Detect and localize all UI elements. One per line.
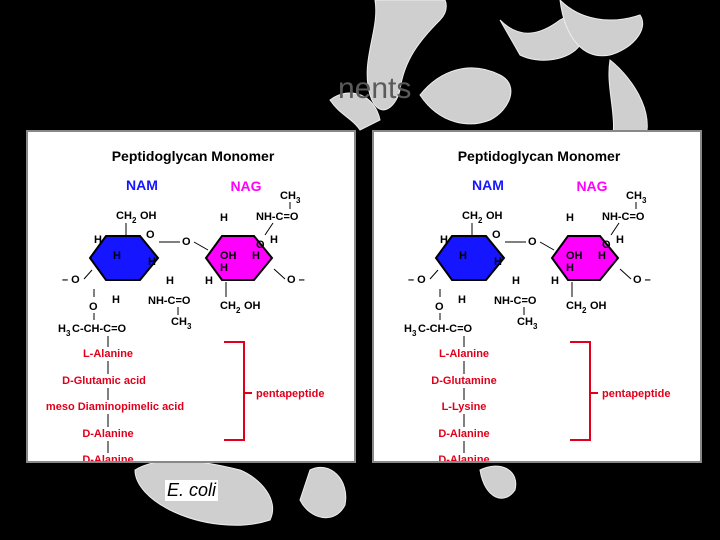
svg-text:H: H <box>404 323 412 335</box>
nag-label: NAG <box>576 178 608 194</box>
svg-text:H: H <box>112 294 120 306</box>
svg-text:2: 2 <box>132 216 137 225</box>
amino-acid-5: D-Alanine <box>82 454 134 465</box>
pentapeptide-bracket <box>570 342 590 440</box>
svg-text:2: 2 <box>236 306 241 315</box>
pentapeptide-bracket <box>224 342 244 440</box>
ch3-nam <box>171 316 192 331</box>
svg-text:CH: CH <box>171 316 187 328</box>
svg-text:3: 3 <box>296 196 301 205</box>
svg-text:OH: OH <box>244 300 261 312</box>
nag-label: NAG <box>230 178 262 194</box>
amino-acid-2: D-Glutamic acid <box>62 375 146 387</box>
svg-text:H: H <box>270 234 278 246</box>
amino-acid-1: L-Alanine <box>82 348 134 360</box>
nh-c-o-nam: NH-C=O <box>148 295 191 307</box>
pentapeptide-label: pentapeptide <box>256 388 325 400</box>
svg-text:H: H <box>459 250 467 262</box>
organism-caption: E. coli <box>167 480 217 500</box>
ch2oh-nag <box>566 300 607 315</box>
svg-text:OH: OH <box>220 250 237 262</box>
glyco-o: O <box>182 236 191 248</box>
amino-acid-3: meso Diaminopimelic acid <box>45 401 185 413</box>
svg-text:H: H <box>551 275 559 287</box>
svg-text:2: 2 <box>582 306 587 315</box>
svg-text:CH: CH <box>220 300 236 312</box>
ch2oh-nag <box>220 300 261 315</box>
amino-acid-4: D-Alanine <box>438 428 490 440</box>
svg-text:3: 3 <box>187 322 192 331</box>
ring-o-nag: O <box>256 239 265 251</box>
ch2oh-nam <box>462 210 503 225</box>
svg-text:CH: CH <box>566 300 582 312</box>
svg-text:H: H <box>458 294 466 306</box>
right-o-bond: O – <box>287 274 305 286</box>
svg-text:H: H <box>166 275 174 287</box>
svg-text:H: H <box>440 234 448 246</box>
peptidoglycan-panel-right <box>372 130 702 463</box>
ring-o-nam: O <box>146 229 155 241</box>
peptidoglycan-panel-ecoli <box>26 130 356 463</box>
svg-text:H: H <box>113 250 121 262</box>
svg-text:OH: OH <box>140 210 157 222</box>
svg-text:H: H <box>58 323 66 335</box>
lactyl-o: O <box>435 301 444 313</box>
glyco-o: O <box>528 236 537 248</box>
nam-label: NAM <box>126 177 158 193</box>
slide-title-fragment: nents <box>338 72 412 105</box>
svg-text:3: 3 <box>412 329 417 338</box>
amino-acid-3: L-Lysine <box>441 401 487 413</box>
lactyl-group <box>404 323 473 338</box>
svg-text:C-CH-C=O: C-CH-C=O <box>72 323 127 335</box>
ch3-nam <box>517 316 538 331</box>
svg-text:OH: OH <box>566 250 583 262</box>
svg-text:CH: CH <box>517 316 533 328</box>
svg-text:H: H <box>205 275 213 287</box>
ring-o-nag: O <box>602 239 611 251</box>
ch2oh-nam <box>116 210 157 225</box>
svg-text:H: H <box>512 275 520 287</box>
left-o-bond: – O <box>62 274 80 286</box>
svg-text:3: 3 <box>533 322 538 331</box>
pentapeptide-label: pentapeptide <box>602 388 671 400</box>
panel-title: Peptidoglycan Monomer <box>111 148 275 164</box>
svg-text:CH: CH <box>280 190 296 202</box>
ring-o-nam: O <box>492 229 501 241</box>
lactyl-o: O <box>89 301 98 313</box>
svg-text:H: H <box>94 234 102 246</box>
svg-text:H: H <box>220 262 228 274</box>
svg-text:OH: OH <box>590 300 607 312</box>
right-o-bond: O – <box>633 274 651 286</box>
svg-text:3: 3 <box>642 196 647 205</box>
h-above-nag: H <box>566 212 574 224</box>
panel-title: Peptidoglycan Monomer <box>457 148 621 164</box>
nh-c-o-nag: NH-C=O <box>256 211 299 223</box>
amino-acid-5: D-Alanine <box>438 454 490 465</box>
svg-text:H: H <box>598 250 606 262</box>
lactyl-group <box>58 323 127 338</box>
svg-text:3: 3 <box>66 329 71 338</box>
svg-text:OH: OH <box>486 210 503 222</box>
nh-c-o-nag: NH-C=O <box>602 211 645 223</box>
nam-label: NAM <box>472 177 504 193</box>
svg-text:H: H <box>252 250 260 262</box>
nh-c-o-nam: NH-C=O <box>494 295 537 307</box>
svg-text:H: H <box>616 234 624 246</box>
svg-text:CH: CH <box>116 210 132 222</box>
amino-acid-4: D-Alanine <box>82 428 134 440</box>
svg-text:2: 2 <box>478 216 483 225</box>
svg-text:CH: CH <box>462 210 478 222</box>
amino-acid-1: L-Alanine <box>438 348 490 360</box>
svg-text:CH: CH <box>626 190 642 202</box>
svg-text:H: H <box>494 256 502 268</box>
amino-acid-2: D-Glutamine <box>431 375 497 387</box>
h-above-nag: H <box>220 212 228 224</box>
svg-text:H: H <box>566 262 574 274</box>
left-o-bond: – O <box>408 274 426 286</box>
svg-text:H: H <box>148 256 156 268</box>
svg-text:C-CH-C=O: C-CH-C=O <box>418 323 473 335</box>
